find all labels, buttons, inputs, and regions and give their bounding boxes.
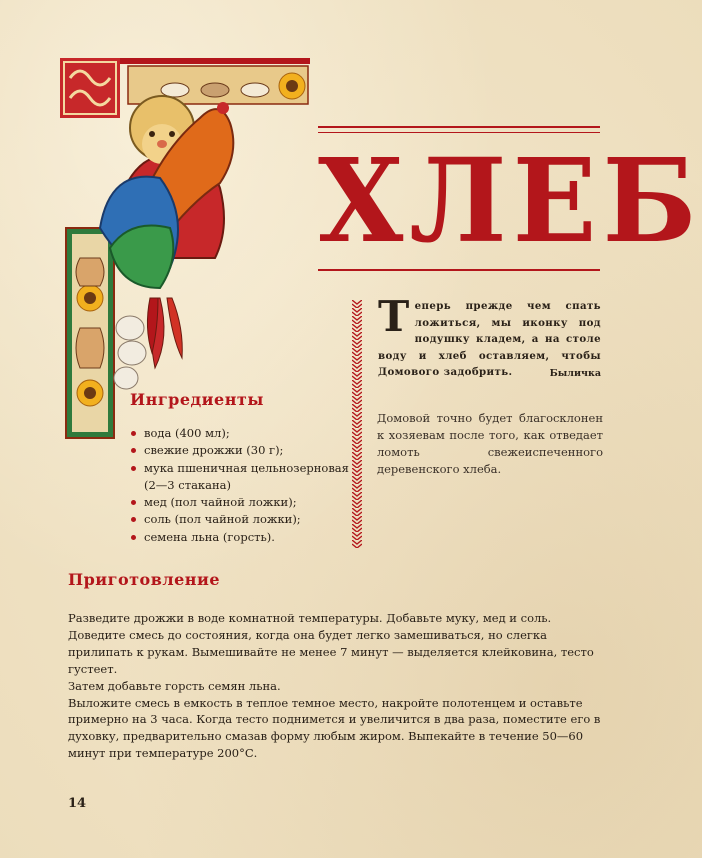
side-note: Домовой точно будет благосклонен к хозяевам после того, как отведает ломоть свежеиспеченного деревенского хлеба. (377, 411, 603, 476)
garlic-icon (114, 316, 146, 389)
list-item: свежие дрожжи (30 г); (130, 442, 350, 459)
vertical-ornament (352, 300, 362, 548)
list-item: мука пшеничная цельнозерновая (2—3 стакана) (130, 460, 350, 495)
preparation-paragraph: Выложите смесь в емкость в теплое темное место, накройте полотенцем и оставьте примерно на 3 часа. Когда тесто поднимется и увеличится в два раза, поместите его в духовку, предварительно смазав форму любым жиром. Выпекайте в течение 50—60 минут при температуре 200°С. (68, 695, 601, 761)
quote-dropcap: Т (378, 292, 410, 341)
page-title: ХЛЕБ (318, 132, 702, 269)
preparation-text (68, 610, 604, 762)
list-item: соль (пол чайной ложки); (130, 511, 350, 528)
list-item: вода (400 мл); (130, 425, 350, 442)
ingredients-heading: Ингредиенты (130, 390, 264, 409)
preparation-paragraph: Разведите дрожжи в воде комнатной температуры. Добавьте муку, мед и соль. Доведите смесь до состояния, когда она будет легко замешиваться, но слегка прилипать к рукам. Вымешивайте не менее 7 минут — выделяется клейковина, тесто густеет. (68, 611, 594, 676)
bread-bowl-icon (161, 83, 269, 97)
page-number: 14 (68, 796, 87, 811)
title-rule-top (318, 126, 600, 128)
list-item: мед (пол чайной ложки); (130, 494, 350, 511)
title-rule-bottom (318, 269, 600, 271)
chili-pepper-icon (147, 298, 182, 368)
quote-text: еперь прежде чем спать ложиться, мы иконку под подушку кладем, а на столе воду и хлеб оставляем, чтобы Домового задобрить. (378, 300, 601, 378)
list-item: семена льна (горсть). (130, 529, 350, 546)
title-block (318, 126, 702, 276)
preparation-paragraph: Затем добавьте горсть семян льна. (68, 678, 281, 693)
quote-author: Быличка (549, 368, 601, 379)
ingredients-list (130, 425, 350, 546)
preparation-heading: Приготовление (68, 570, 221, 589)
